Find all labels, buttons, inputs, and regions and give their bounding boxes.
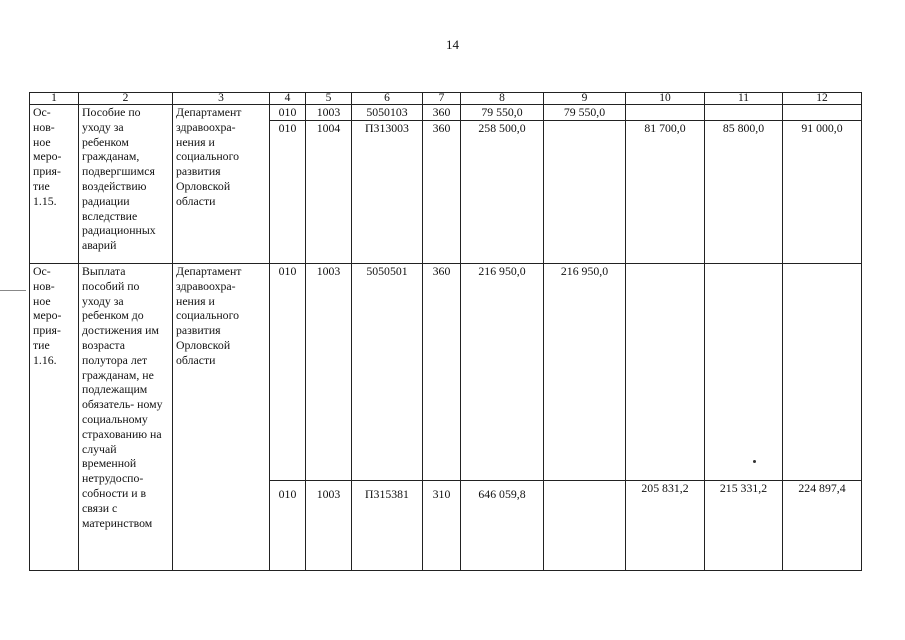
expense-type-code: 310	[423, 481, 461, 571]
amount-total: 646 059,8	[461, 481, 544, 571]
table-row	[30, 105, 862, 121]
expense-type-code: 360	[423, 105, 461, 121]
expense-type-code: 360	[423, 264, 461, 481]
header-cell: 12	[783, 93, 862, 105]
amount-year-3	[705, 264, 783, 481]
section-code: 1003	[306, 481, 352, 571]
activity-description: Пособие по уходу за ребенком гражданам, подвергшимся воздействию радиации вследствие радиационных аварий	[79, 105, 173, 264]
header-cell: 8	[461, 93, 544, 105]
amount-year-4: 224 897,4	[783, 481, 862, 571]
scan-speck	[753, 460, 756, 463]
amount-year-4: 91 000,0	[783, 120, 862, 263]
activity-executor: Департамент здравоохра- нения и социального развития Орловской области	[173, 105, 270, 264]
amount-year-2	[626, 264, 705, 481]
amount-total: 258 500,0	[461, 120, 544, 263]
expense-type-code: 360	[423, 120, 461, 263]
header-cell: 5	[306, 93, 352, 105]
target-code: П313003	[352, 120, 423, 263]
header-cell: 1	[30, 93, 79, 105]
section-code: 1003	[306, 264, 352, 481]
amount-year-3: 85 800,0	[705, 120, 783, 263]
header-cell: 11	[705, 93, 783, 105]
header-cell: 4	[270, 93, 306, 105]
header-cell: 9	[544, 93, 626, 105]
header-cell: 10	[626, 93, 705, 105]
scan-line	[0, 290, 26, 291]
header-row	[30, 93, 862, 105]
amount-total: 79 550,0	[461, 105, 544, 121]
amount-year-2: 205 831,2	[626, 481, 705, 571]
amount-year-3: 215 331,2	[705, 481, 783, 571]
grbs-code: 010	[270, 481, 306, 571]
target-code: 5050501	[352, 264, 423, 481]
amount-year-1: 79 550,0	[544, 105, 626, 121]
amount-year-4	[783, 264, 862, 481]
amount-year-2	[626, 105, 705, 121]
table-row	[30, 264, 862, 481]
amount-year-3	[705, 105, 783, 121]
activity-executor: Департамент здравоохра- нения и социального развития Орловской области	[173, 264, 270, 571]
activity-name: Ос- нов- ное меро- прия- тие 1.15.	[30, 105, 79, 264]
amount-total: 216 950,0	[461, 264, 544, 481]
activity-name: Ос- нов- ное меро- прия- тие 1.16.	[30, 264, 79, 571]
section-code: 1004	[306, 120, 352, 263]
amount-year-2: 81 700,0	[626, 120, 705, 263]
target-code: 5050103	[352, 105, 423, 121]
grbs-code: 010	[270, 105, 306, 121]
header-cell: 2	[79, 93, 173, 105]
activity-description: Выплата пособий по уходу за ребенком до достижения им возраста полутора лет гражданам, не подлежащим обязатель- ному социальному страхованию на случай временной нетрудоспо- собности и в связи с материнством	[79, 264, 173, 571]
amount-year-1	[544, 481, 626, 571]
header-cell: 6	[352, 93, 423, 105]
grbs-code: 010	[270, 264, 306, 481]
amount-year-1	[544, 120, 626, 263]
header-cell: 3	[173, 93, 270, 105]
header-cell: 7	[423, 93, 461, 105]
budget-table	[29, 92, 862, 571]
target-code: П315381	[352, 481, 423, 571]
section-code: 1003	[306, 105, 352, 121]
grbs-code: 010	[270, 120, 306, 263]
amount-year-4	[783, 105, 862, 121]
page-number: 14	[446, 37, 459, 52]
amount-year-1: 216 950,0	[544, 264, 626, 481]
